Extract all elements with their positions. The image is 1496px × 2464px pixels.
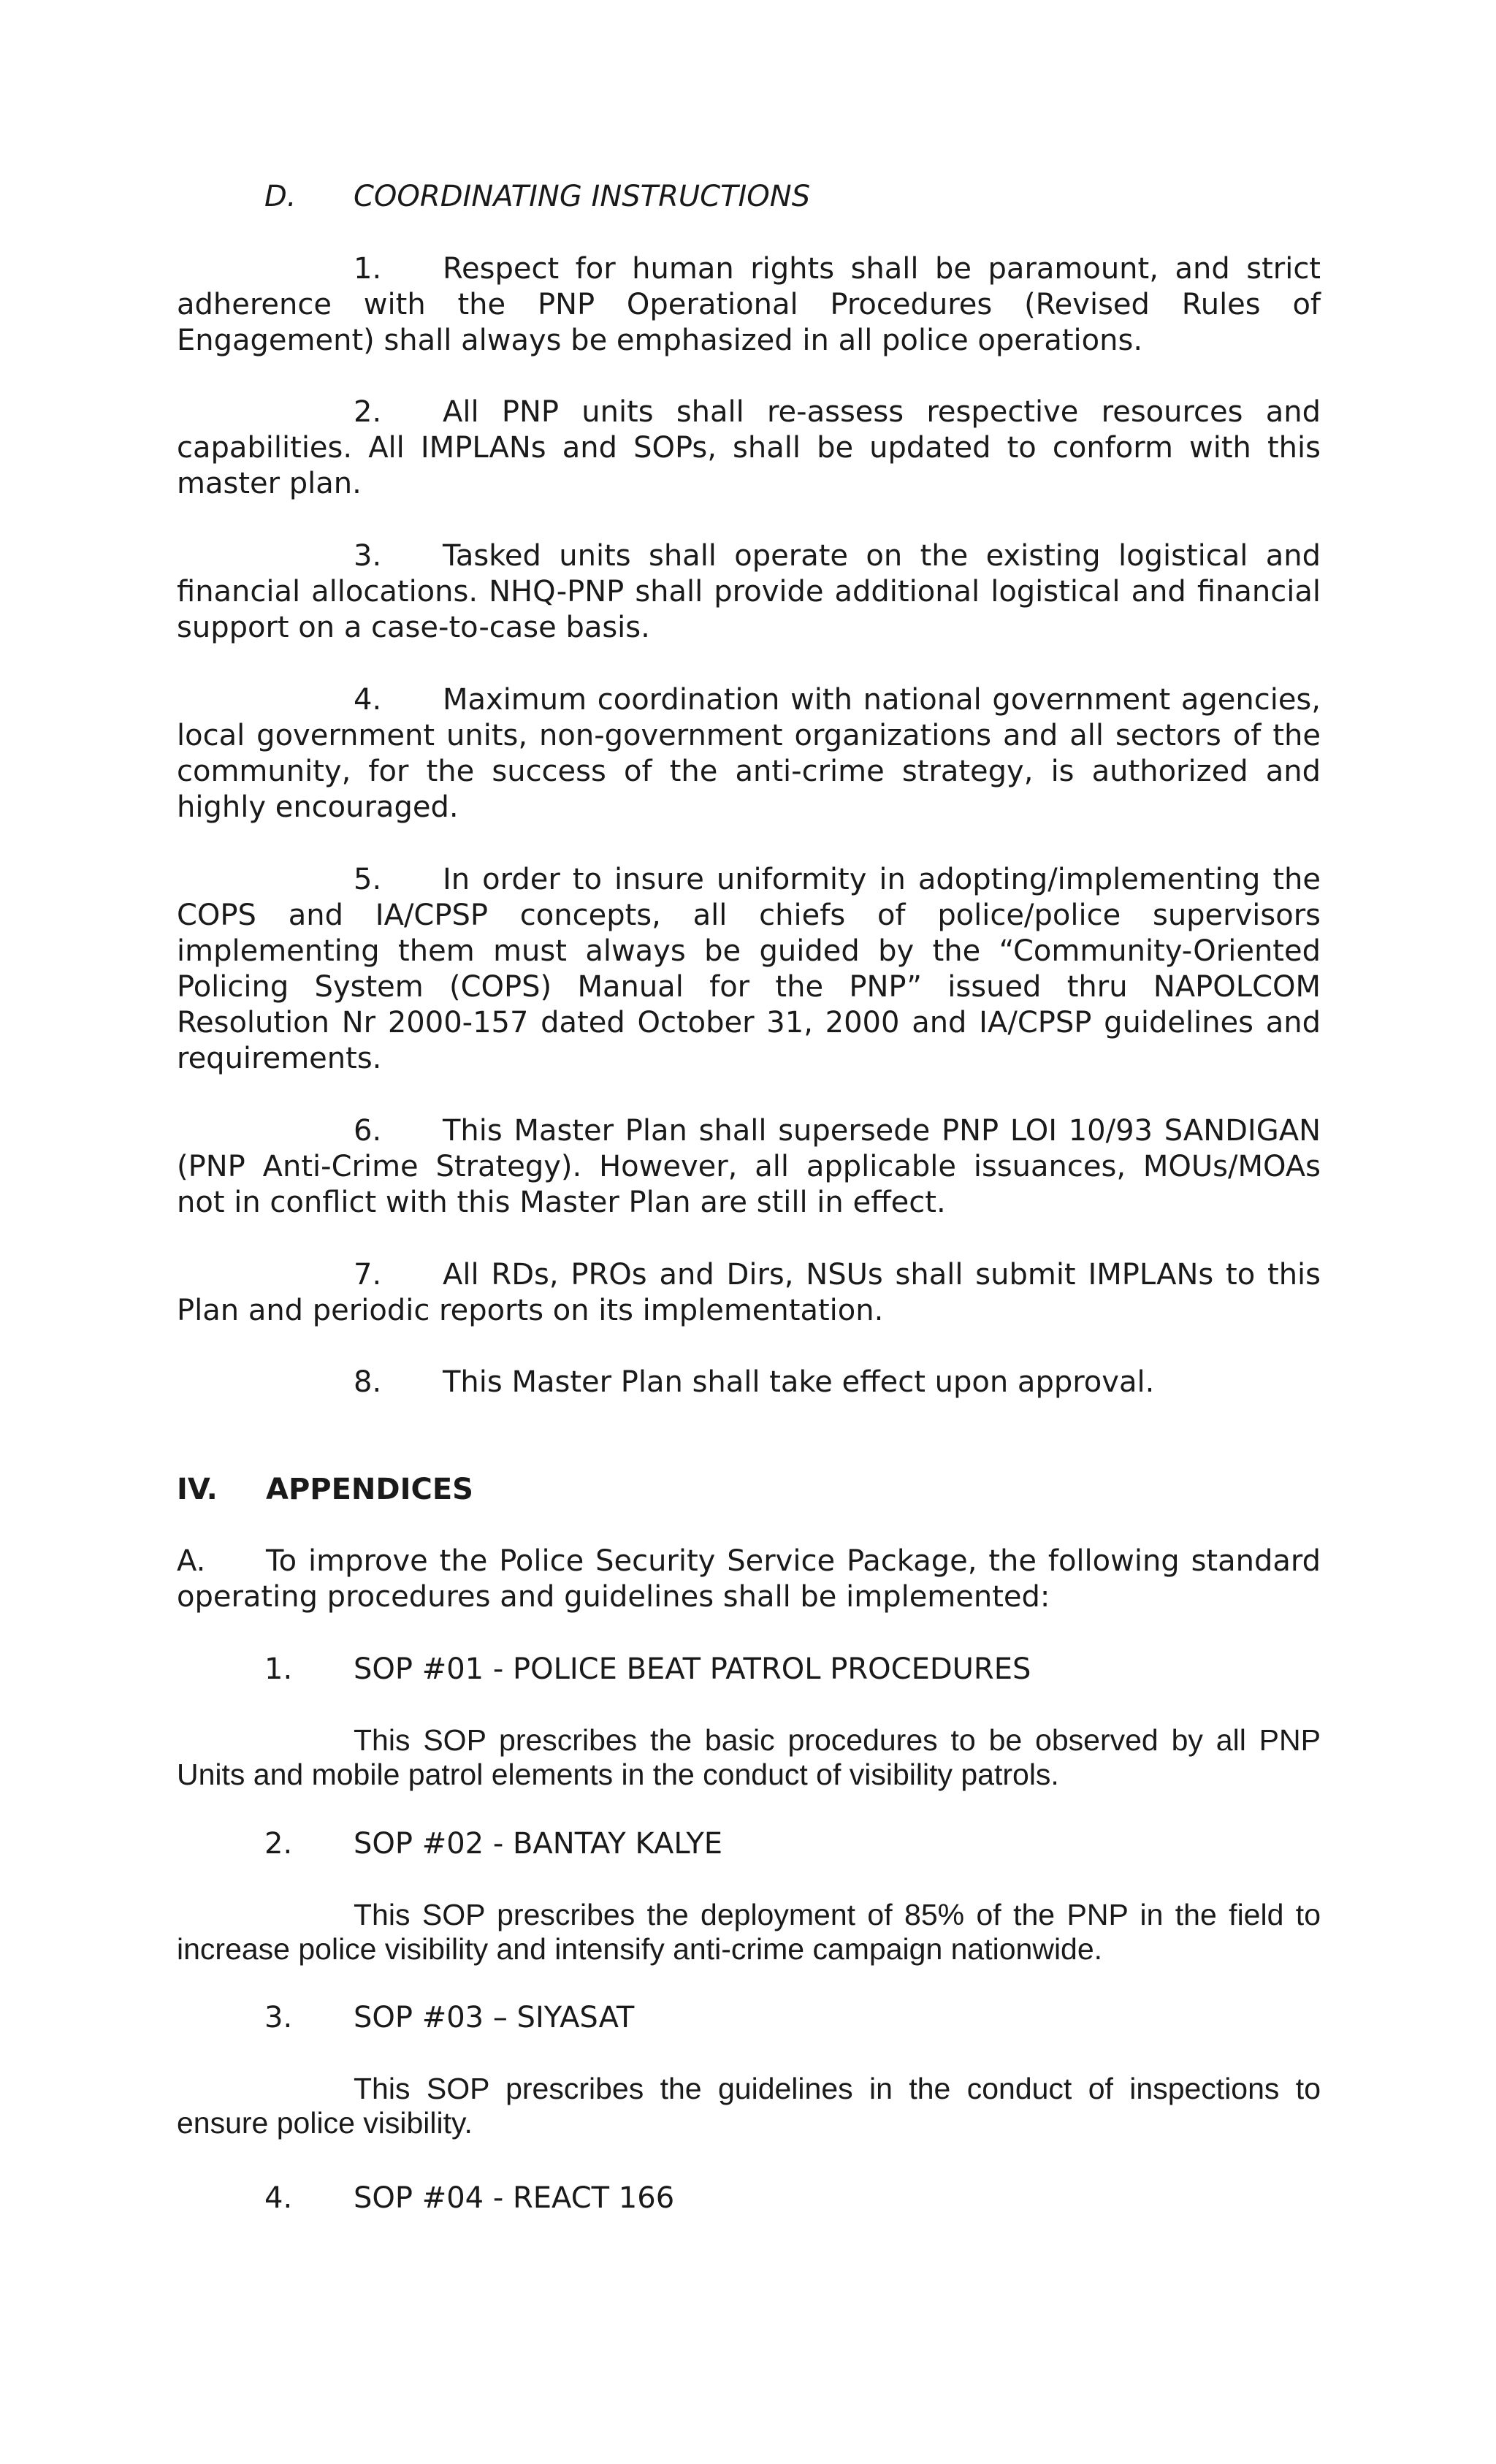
- section-d-title: COORDINATING INSTRUCTIONS: [354, 180, 811, 213]
- instruction-number: 6.: [354, 1114, 382, 1148]
- instruction-text: In order to insure uniformity in adopting/implementing the COPS and IA/CPSP concepts, all chiefs of police/police supervisors implementing them must always be guided by the “Community-Oriented Policing System (COPS) Manual for the PNP” issued thru NAPOLCOM Resolution Nr 2000-157 dated October 31, 2000 and IA/CPSP guidelines and requirements.: [177, 863, 1321, 1075]
- instruction-number: 4.: [354, 683, 382, 717]
- instruction-text: Maximum coordination with national government agencies, local government units, non-government organizations and all sectors of the community, for the success of the anti-crime strategy, is authorized and highly encouraged.: [177, 683, 1321, 824]
- instruction-text: This Master Plan shall supersede PNP LOI 10/93 SANDIGAN (PNP Anti-Crime Strategy). However, all applicable issuances, MOUs/MOAs not in conflict with this Master Plan are still in effect.: [177, 1114, 1321, 1219]
- appendix-a-label: A.: [177, 1544, 206, 1578]
- instruction-text: All RDs, PROs and Dirs, NSUs shall submit IMPLANs to this Plan and periodic reports on its implementation.: [177, 1258, 1321, 1327]
- sop-1-title: [264, 1652, 1031, 1687]
- instruction-1: [177, 251, 1321, 359]
- instruction-number: 7.: [354, 1258, 382, 1292]
- section-iv-label: IV.: [177, 1473, 218, 1506]
- section-iv-title: APPENDICES: [266, 1473, 473, 1506]
- instruction-7: [177, 1257, 1321, 1329]
- sop-number: 3.: [264, 2001, 293, 2034]
- sop-title-text: SOP #04 - REACT 166: [354, 2181, 675, 2215]
- instruction-text: This Master Plan shall take effect upon approval.: [443, 1365, 1155, 1399]
- instruction-text: All PNP units shall re-assess respective resources and capabilities. All IMPLANs and SOPs, shall be updated to conform with this master plan.: [177, 395, 1321, 500]
- instruction-8: [177, 1365, 1321, 1400]
- section-iv-heading: [177, 1472, 473, 1508]
- sop-1-description: This SOP prescribes the basic procedures to be observed by all PNP Units and mobile patrol elements in the conduct of visibility patrols.: [177, 1723, 1321, 1791]
- appendix-a-paragraph: [177, 1544, 1321, 1615]
- instruction-5: [177, 862, 1321, 1077]
- instruction-number: 1.: [354, 252, 382, 286]
- sop-3-description: This SOP prescribes the guidelines in the conduct of inspections to ensure police visibility.: [177, 2072, 1321, 2140]
- instruction-number: 2.: [354, 395, 382, 429]
- sop-title-text: SOP #02 - BANTAY KALYE: [354, 1827, 723, 1861]
- instruction-number: 8.: [354, 1365, 382, 1399]
- sop-title-text: SOP #01 - POLICE BEAT PATROL PROCEDURES: [354, 1652, 1031, 1686]
- sop-number: 2.: [264, 1827, 293, 1861]
- sop-2-description: This SOP prescribes the deployment of 85% of the PNP in the field to increase police visibility and intensify anti-crime campaign nationwide.: [177, 1898, 1321, 1966]
- instruction-3: [177, 538, 1321, 646]
- instruction-2: [177, 394, 1321, 502]
- instruction-4: [177, 682, 1321, 825]
- instruction-number: 3.: [354, 539, 382, 573]
- sop-number: 1.: [264, 1652, 293, 1686]
- sop-number: 4.: [264, 2181, 293, 2215]
- instruction-text: Respect for human rights shall be paramount, and strict adherence with the PNP Operational Procedures (Revised Rules of Engagement) shall always be emphasized in all police operations.: [177, 252, 1321, 357]
- appendix-a-text: To improve the Police Security Service Package, the following standard operating procedures and guidelines shall be implemented:: [177, 1544, 1321, 1614]
- sop-title-text: SOP #03 – SIYASAT: [354, 2001, 635, 2034]
- sop-4-title: [264, 2181, 674, 2216]
- instruction-text: Tasked units shall operate on the existing logistical and financial allocations. NHQ-PNP shall provide additional logistical and financial support on a case-to-case basis.: [177, 539, 1321, 644]
- section-d-label: D.: [264, 180, 297, 213]
- instruction-6: [177, 1113, 1321, 1221]
- section-d-heading: [264, 179, 810, 215]
- sop-2-title: [264, 1826, 722, 1862]
- sop-3-title: [264, 2000, 634, 2036]
- instruction-number: 5.: [354, 863, 382, 896]
